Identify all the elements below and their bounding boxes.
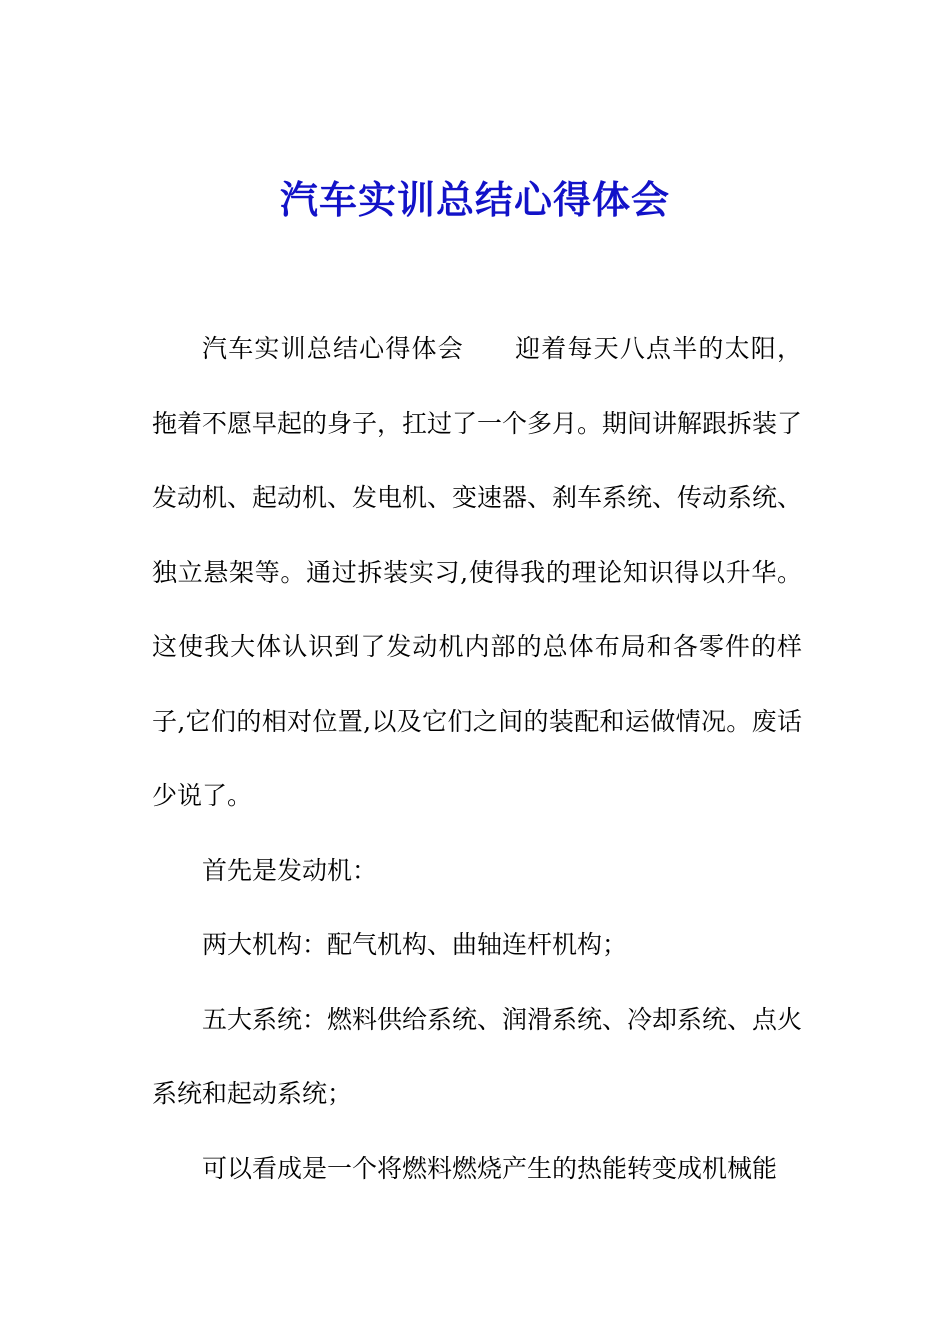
paragraph-engine: 首先是发动机： [202, 855, 378, 885]
document-body [152, 312, 802, 1206]
paragraph-mechanisms: 两大机构：配气机构、曲轴连杆机构； [202, 930, 628, 959]
document-title: 汽车实训总结心得体会 [279, 177, 670, 222]
paragraph-lead: 汽车实训总结心得体会 [202, 334, 464, 363]
paragraph-text: 迎着每天八点半的太阳，拖着不愿早起的身子，扛过了一个多月。期间讲解跟拆装了发动机、起动机、发电机、变速器、刹车系统、传动系统、独立悬架等。通过拆装实习,使得我的理论知识得以升华。这使我大体认识到了发动机内部的总体布局和各零件的样子,它们的相对位置,以及它们之间的装配和运做情况。废话少说了。 [152, 334, 803, 810]
paragraph-intro [152, 312, 802, 834]
paragraph-energy: 可以看成是一个将燃料燃烧产生的热能转变成机械能 [202, 1153, 778, 1183]
paragraph-systems: 五大系统：燃料供给系统、润滑系统、冷却系统、点火系统和起动系统； [152, 1004, 803, 1108]
